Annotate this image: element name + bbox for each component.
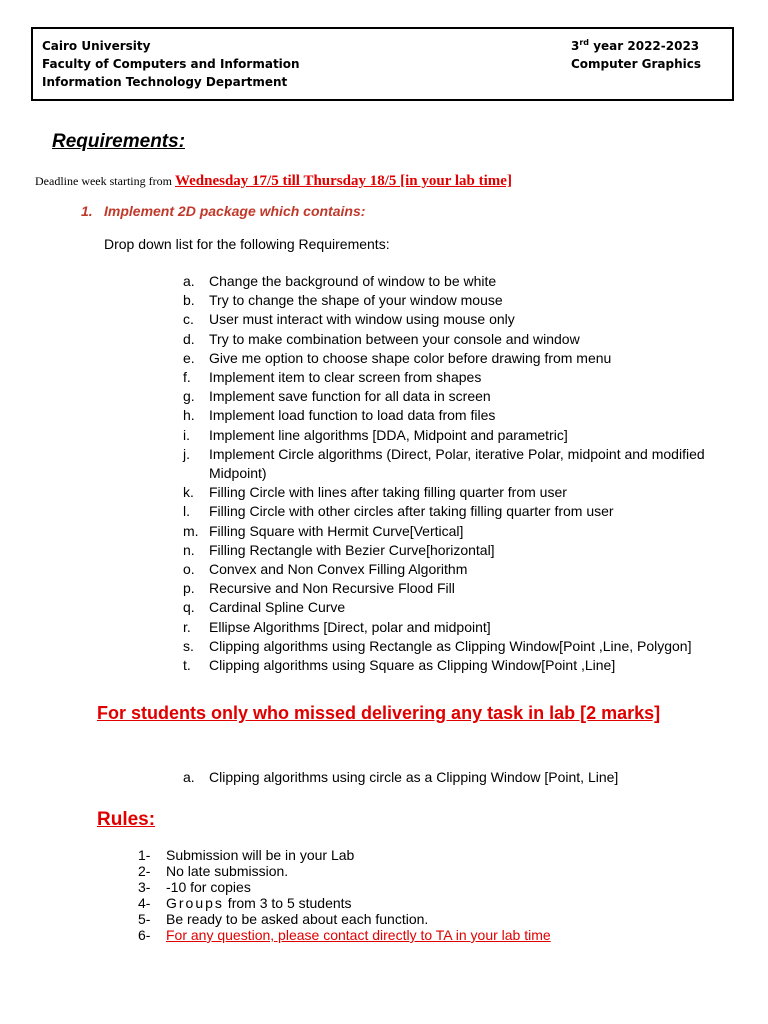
- list-item: [183, 579, 743, 598]
- list-item-marker: 1-: [138, 847, 151, 863]
- list-item-marker: p.: [183, 580, 195, 597]
- list-item-text: Submission will be in your Lab: [166, 847, 355, 863]
- list-item: [138, 895, 551, 911]
- list-item-text: Clipping algorithms using Square as Clipping Window[Point ,Line]: [209, 657, 616, 674]
- list-item-marker: t.: [183, 657, 191, 674]
- list-item-text: Implement load function to load data from files: [209, 407, 496, 424]
- list-item: [183, 541, 743, 560]
- rules-list: [138, 847, 551, 943]
- header-left: [42, 37, 300, 91]
- list-item-text: Give me option to choose shape color before drawing from menu: [209, 349, 612, 366]
- deadline-dates: Wednesday 17/5 till Thursday 18/5 [in your lab time]: [174, 173, 512, 189]
- university-name: Cairo University: [42, 39, 151, 53]
- list-item-marker: a.: [183, 769, 195, 785]
- list-item-text: For any question, please contact directly to TA in your lab time: [166, 927, 551, 943]
- list-item: [183, 560, 743, 579]
- list-item: [183, 618, 743, 637]
- intro-text: Drop down list for the following Requirements:: [104, 236, 390, 252]
- list-item-marker: e.: [183, 349, 195, 366]
- academic-year: [571, 37, 701, 55]
- list-item-text: Be ready to be asked about each function.: [166, 911, 429, 927]
- list-item-text: User must interact with window using mouse only: [209, 311, 515, 328]
- list-item-marker: r.: [183, 618, 191, 635]
- year-text: year 2022-2023: [589, 39, 700, 53]
- list-item-text: Try to change the shape of your window mouse: [209, 292, 503, 309]
- list-item: [183, 368, 743, 387]
- department-name: Information Technology Department: [42, 75, 288, 89]
- list-item-text: Ellipse Algorithms [Direct, polar and midpoint]: [209, 618, 491, 635]
- list-item-text: Filling Circle with other circles after taking filling quarter from user: [209, 503, 614, 520]
- missed-task-heading: For students only who missed delivering any task in lab [2 marks]: [97, 703, 661, 723]
- list-item: [183, 387, 743, 406]
- list-item-marker: d.: [183, 330, 195, 347]
- list-item: [183, 291, 743, 310]
- list-item-marker: 6-: [138, 927, 151, 943]
- list-item-text: Filling Square with Hermit Curve[Vertical]: [209, 522, 464, 539]
- list-item-marker: s.: [183, 637, 194, 654]
- list-item: [138, 863, 551, 879]
- list-item: [183, 349, 743, 368]
- list-item-text: Filling Circle with lines after taking filling quarter from user: [209, 484, 567, 501]
- list-item: [183, 656, 743, 675]
- list-item: [138, 847, 551, 863]
- list-item-marker: k.: [183, 484, 194, 501]
- list-item-text: Implement Circle algorithms (Direct, Polar, iterative Polar, midpoint and modified Midpoint): [209, 445, 705, 482]
- missed-task-list: [183, 769, 618, 785]
- list-item: [183, 522, 743, 541]
- list-item-text: Recursive and Non Recursive Flood Fill: [209, 580, 455, 597]
- list-item-marker: l.: [183, 503, 190, 520]
- list-item-text: Clipping algorithms using Rectangle as Clipping Window[Point ,Line, Polygon]: [209, 637, 692, 654]
- list-item-text: Implement line algorithms [DDA, Midpoint and parametric]: [209, 426, 568, 443]
- section-1-heading: [81, 203, 365, 219]
- list-item-text: Try to make combination between your console and window: [209, 330, 580, 347]
- list-item-marker: g.: [183, 388, 195, 405]
- list-item-marker: q.: [183, 599, 195, 616]
- faculty-name: Faculty of Computers and Information: [42, 57, 300, 71]
- list-item-marker: b.: [183, 292, 195, 309]
- list-item: [183, 330, 743, 349]
- list-item-marker: 5-: [138, 911, 151, 927]
- list-item-text: Convex and Non Convex Filling Algorithm: [209, 561, 468, 578]
- list-item-text: No late submission.: [166, 863, 289, 879]
- list-item: [183, 502, 743, 521]
- list-item-text: Cardinal Spline Curve: [209, 599, 346, 616]
- year-suffix: rd: [579, 38, 590, 47]
- header-box: [31, 27, 734, 101]
- list-item-text: Filling Rectangle with Bezier Curve[horizontal]: [209, 541, 495, 558]
- list-item-marker: m.: [183, 522, 199, 539]
- section-number: 1.: [81, 203, 93, 219]
- list-item: [183, 272, 743, 291]
- requirements-list: [183, 272, 743, 675]
- spaced-word: Groups: [166, 895, 224, 911]
- list-item-rest: from 3 to 5 students: [223, 895, 352, 911]
- list-item-text: [166, 895, 352, 911]
- list-item: [183, 598, 743, 617]
- list-item-marker: f.: [183, 369, 191, 386]
- list-item-text: Change the background of window to be white: [209, 273, 497, 289]
- list-item-marker: 4-: [138, 895, 151, 911]
- header-right: [571, 37, 701, 73]
- list-item-marker: o.: [183, 561, 195, 578]
- list-item-marker: c.: [183, 311, 194, 328]
- list-item-text: Implement item to clear screen from shapes: [209, 369, 482, 386]
- list-item: [183, 406, 743, 425]
- deadline-line: [35, 173, 512, 190]
- section-title: Implement 2D package which contains:: [104, 203, 366, 219]
- list-item: [183, 483, 743, 502]
- list-item: [138, 911, 551, 927]
- list-item: [183, 769, 618, 785]
- requirements-heading: Requirements:: [52, 131, 186, 152]
- list-item-marker: h.: [183, 407, 195, 424]
- list-item: [183, 445, 743, 483]
- list-item: [138, 879, 551, 895]
- list-item-marker: 2-: [138, 863, 151, 879]
- list-item-text: -10 for copies: [166, 879, 251, 895]
- year-number: 3: [571, 39, 580, 53]
- list-item-marker: n.: [183, 541, 195, 558]
- list-item: [183, 637, 743, 656]
- list-item-text: Implement save function for all data in screen: [209, 388, 491, 405]
- list-item-marker: i.: [183, 426, 190, 443]
- deadline-prefix: Deadline week starting from: [35, 174, 175, 188]
- list-item-text: Clipping algorithms using circle as a Clipping Window [Point, Line]: [209, 769, 619, 785]
- rules-heading: Rules:: [97, 809, 156, 830]
- course-name: Computer Graphics: [571, 57, 702, 71]
- list-item-marker: 3-: [138, 879, 151, 895]
- list-item: [183, 426, 743, 445]
- list-item-marker: j.: [183, 445, 190, 462]
- list-item-marker: a.: [183, 273, 195, 289]
- list-item: [183, 310, 743, 329]
- list-item: [138, 927, 551, 943]
